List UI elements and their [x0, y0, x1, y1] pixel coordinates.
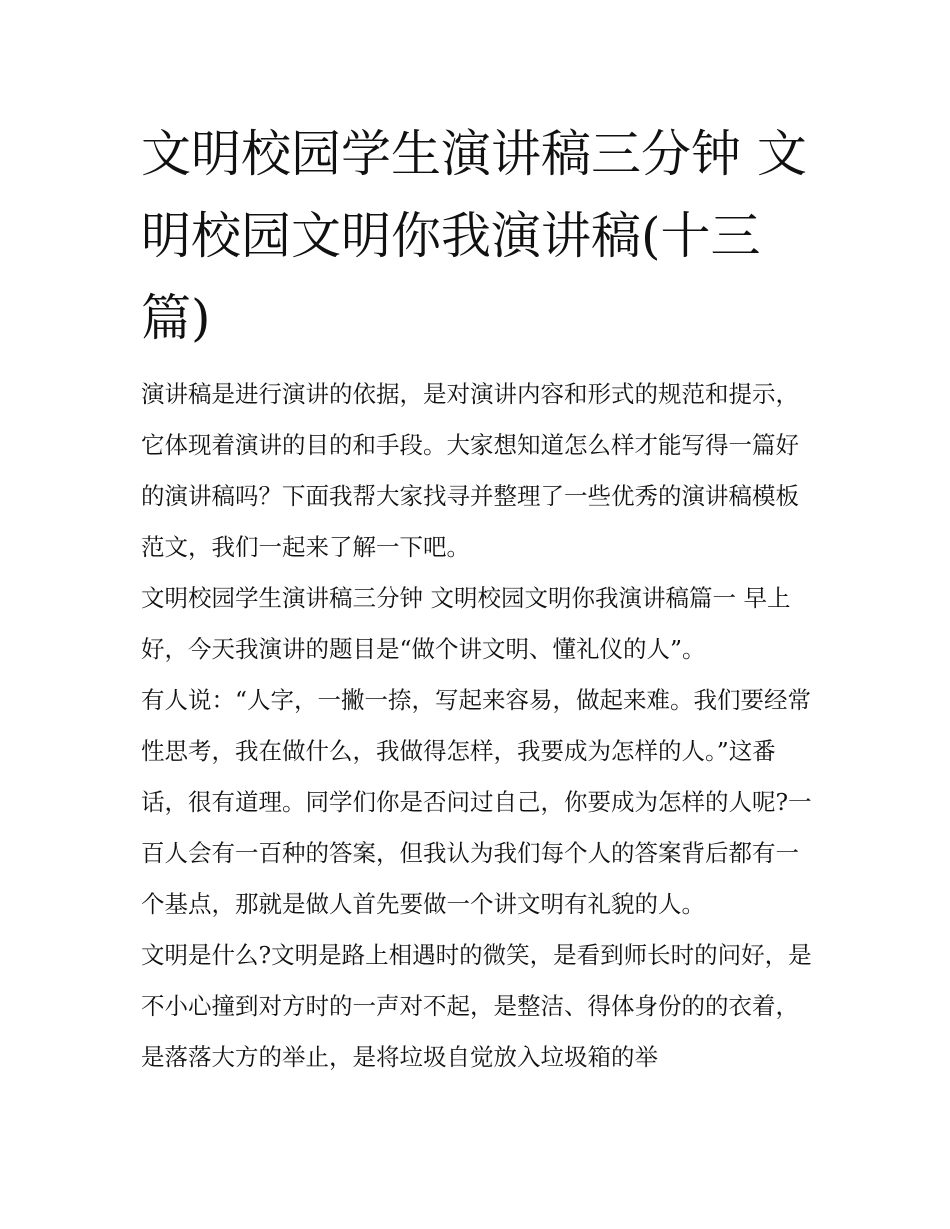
- paragraph-opening: 文明校园学生演讲稿三分钟 文明校园文明你我演讲稿篇一 早上好，今天我演讲的题目是“做个讲文明、懂礼仪的人”。: [141, 584, 791, 663]
- paragraph-quote: 有人说：“人字，一撇一捺，写起来容易，做起来难。我们要经常性思考，我在做什么，我做得怎样，我要成为怎样的人。”这番话，很有道理。同学们你是否问过自己，你要成为怎样的人呢?一百人会有一百种的答案，但我认为我们每个人的答案背后都有一个基点，那就是做人首先要做一个讲文明有礼貌的人。: [141, 686, 812, 918]
- document-title: 文明校园学生演讲稿三分钟 文明校园文明你我演讲稿(十三篇): [141, 125, 807, 347]
- paragraph-intro: 演讲稿是进行演讲的依据，是对演讲内容和形式的规范和提示，它体现着演讲的目的和手段。大家想知道怎么样才能写得一篇好的演讲稿吗？下面我帮大家找寻并整理了一些优秀的演讲稿模板范文，我们一起来了解一下吧。: [141, 380, 799, 561]
- document-body: [141, 113, 813, 1083]
- paragraph-civility: 文明是什么?文明是路上相遇时的微笑，是看到师长时的问好，是不小心撞到对方时的一声对不起，是整洁、得体身份的的衣着，是落落大方的举止，是将垃圾自觉放入垃圾箱的举: [141, 941, 812, 1071]
